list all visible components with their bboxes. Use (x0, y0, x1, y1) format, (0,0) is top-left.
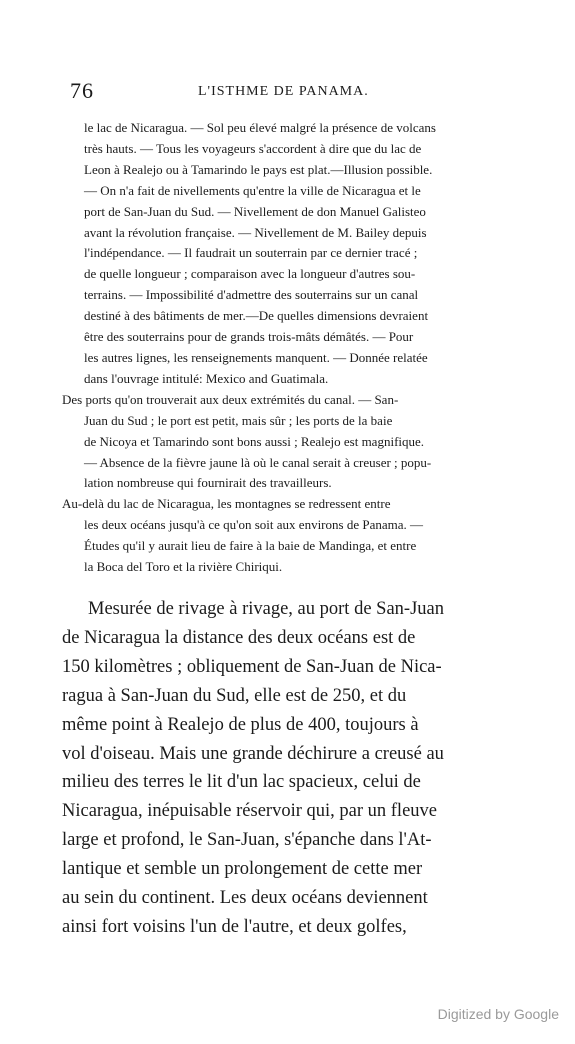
body-line: ragua à San-Juan du Sud, elle est de 250, et du (62, 685, 407, 706)
body-line: 150 kilomètres ; obliquement de San-Juan de Nica- (62, 656, 442, 677)
summary-line: port de San-Juan du Sud. — Nivellement de don Manuel Galisteo (84, 203, 426, 219)
summary-line: de Nicoya et Tamarindo sont bons aussi ; Realejo est magnifique. (84, 433, 425, 449)
body-line: Nicaragua, inépuisable réservoir qui, par un fleuve (62, 801, 437, 822)
summary-line: lation nombreuse qui fournirait des travailleurs. (84, 475, 332, 491)
body-line: ainsi fort voisins l'un de l'autre, et deux golfes, (62, 916, 407, 937)
body-line: lantique et semble un prolongement de cette mer (62, 859, 423, 880)
summary-line: l'indépendance. — Il faudrait un souterrain par ce dernier tracé ; (84, 245, 418, 261)
summary-line: Au-delà du lac de Nicaragua, les montagnes se redressent entre (62, 496, 391, 512)
summary-line: la Boca del Toro et la rivière Chiriqui. (84, 559, 283, 575)
running-title: L'ISTHME DE PANAMA. (198, 84, 369, 99)
summary-line: les autres lignes, les renseignements manquent. — Donnée relatée (84, 349, 428, 365)
body-line: large et profond, le San-Juan, s'épanche dans l'At- (62, 830, 432, 851)
summary-line: terrains. — Impossibilité d'admettre des souterrains sur un canal (84, 287, 419, 303)
summary-paragraph-1 (62, 118, 512, 390)
summary-line: Leon à Realejo ou à Tamarindo le pays est plat.—Illusion possible. (84, 161, 433, 177)
page-number: 76 (70, 78, 94, 103)
summary-paragraph-2 (62, 390, 512, 495)
summary-line: très hauts. — Tous les voyageurs s'accordent à dire que du lac de (84, 140, 422, 156)
body-line: au sein du continent. Les deux océans deviennent (62, 888, 428, 909)
body-line: de Nicaragua la distance des deux océans est de (62, 627, 416, 648)
body-paragraph (62, 595, 512, 942)
body-line: vol d'oiseau. Mais une grande déchirure a creusé au (62, 743, 444, 764)
summary-line: — Absence de la fièvre jaune là où le canal serait à creuser ; popu- (84, 454, 432, 470)
summary-line: — On n'a fait de nivellements qu'entre la ville de Nicaragua et le (84, 182, 421, 198)
summary-line: être des souterrains pour de grands trois-mâts démâtés. — Pour (84, 329, 414, 345)
summary-line: Des ports qu'on trouverait aux deux extrémités du canal. — San- (62, 391, 399, 407)
body-line: milieu des terres le lit d'un lac spacieux, celui de (62, 772, 421, 793)
summary-line: destiné à des bâtiments de mer.—De quelles dimensions devraient (84, 308, 429, 324)
summary-line: dans l'ouvrage intitulé: Mexico and Guatimala. (84, 370, 329, 386)
summary-line: de quelle longueur ; comparaison avec la longueur d'autres sou- (84, 266, 416, 282)
body-line: même point à Realejo de plus de 400, toujours à (62, 714, 419, 735)
summary-line: Juan du Sud ; le port est petit, mais sûr ; les ports de la baie (84, 412, 393, 428)
summary-line: les deux océans jusqu'à ce qu'on soit aux environs de Panama. — (84, 517, 423, 533)
summary-paragraph-3 (62, 494, 512, 578)
summary-line: Études qu'il y aurait lieu de faire à la baie de Mandinga, et entre (84, 538, 417, 554)
page-header (70, 78, 510, 104)
summary-line: le lac de Nicaragua. — Sol peu élevé malgré la présence de volcans (84, 120, 436, 135)
summary-line: avant la révolution française. — Nivellement de M. Bailey depuis (84, 224, 427, 240)
body-line: Mesurée de rivage à rivage, au port de San-Juan (88, 599, 444, 619)
chapter-summary (62, 118, 512, 578)
digitization-watermark: Digitized by Google (437, 1006, 559, 1022)
